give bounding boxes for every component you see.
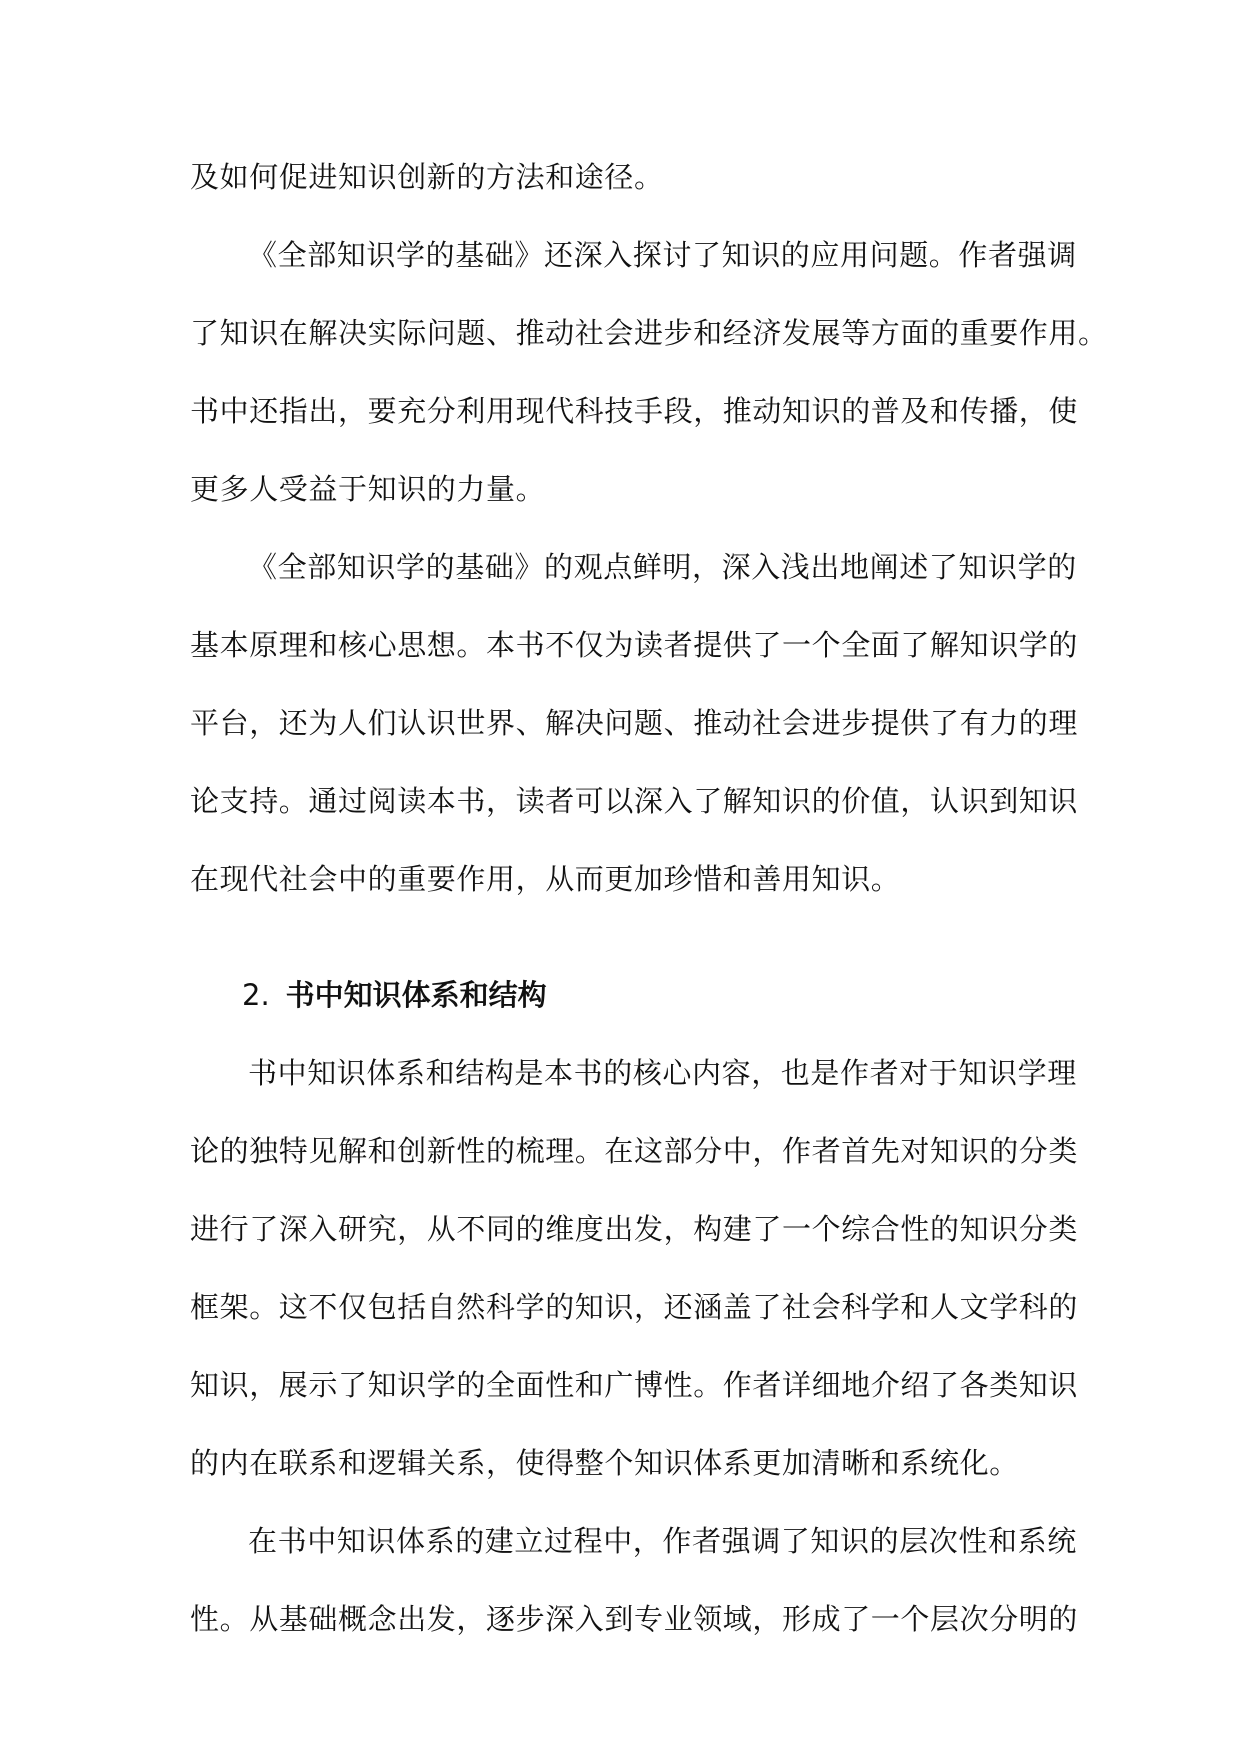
- paragraph: [190, 528, 1079, 918]
- text-line: 在书中知识体系的建立过程中，作者强调了知识的层次性和系统: [248, 1524, 1077, 1558]
- section-title: 书中知识体系和结构: [285, 978, 547, 1012]
- text-line: 《全部知识学的基础》的观点鲜明，深入浅出地阐述了知识学的: [248, 550, 1077, 584]
- text-line: 性。从基础概念出发，逐步深入到专业领域，形成了一个层次分明的: [190, 1602, 1079, 1636]
- text-line: 知识，展示了知识学的全面性和广博性。作者详细地介绍了各类知识: [190, 1368, 1079, 1402]
- text-line: 书中还指出，要充分利用现代科技手段，推动知识的普及和传播，使: [190, 394, 1079, 428]
- text-line: 及如何促进知识创新的方法和途径。: [190, 160, 664, 194]
- text-line: 更多人受益于知识的力量。: [190, 472, 546, 506]
- section-number: 2.: [242, 978, 270, 1012]
- paragraph: [190, 1034, 1079, 1502]
- paragraph: [190, 138, 1054, 216]
- section-heading: [190, 956, 1054, 1034]
- paragraph: [190, 1502, 1079, 1658]
- paragraph: [190, 216, 1108, 528]
- text-line: 的内在联系和逻辑关系，使得整个知识体系更加清晰和系统化。: [190, 1446, 1019, 1480]
- text-line: 《全部知识学的基础》还深入探讨了知识的应用问题。作者强调: [248, 238, 1077, 272]
- text-line: 论支持。通过阅读本书，读者可以深入了解知识的价值，认识到知识: [190, 784, 1079, 818]
- text-line: 论的独特见解和创新性的梳理。在这部分中，作者首先对知识的分类: [190, 1134, 1079, 1168]
- text-line: 框架。这不仅包括自然科学的知识，还涵盖了社会科学和人文学科的: [190, 1290, 1079, 1324]
- text-line: 进行了深入研究，从不同的维度出发，构建了一个综合性的知识分类: [190, 1212, 1079, 1246]
- text-line: 基本原理和核心思想。本书不仅为读者提供了一个全面了解知识学的: [190, 628, 1079, 662]
- document-page: [190, 138, 1108, 1658]
- text-line: 书中知识体系和结构是本书的核心内容，也是作者对于知识学理: [248, 1056, 1077, 1090]
- text-line: 在现代社会中的重要作用，从而更加珍惜和善用知识。: [190, 862, 901, 896]
- text-line: 平台，还为人们认识世界、解决问题、推动社会进步提供了有力的理: [190, 706, 1079, 740]
- text-line: 了知识在解决实际问题、推动社会进步和经济发展等方面的重要作用。: [190, 316, 1108, 350]
